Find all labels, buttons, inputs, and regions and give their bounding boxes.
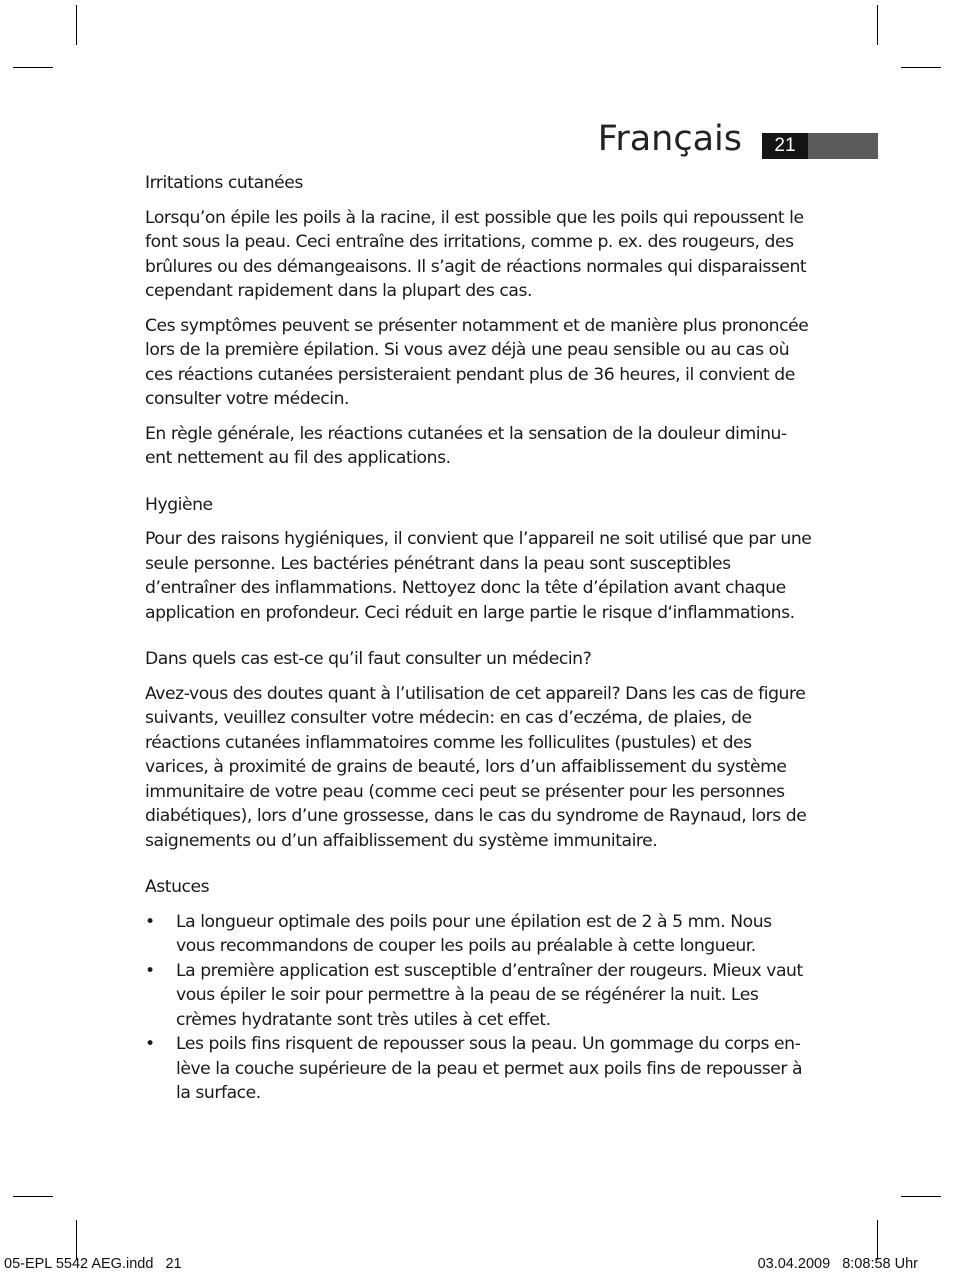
section-heading: Irritations cutanées <box>145 173 303 193</box>
list-item <box>145 959 813 1033</box>
crop-mark <box>877 5 878 45</box>
section-heading: Hygiène <box>145 494 213 515</box>
crop-mark <box>13 67 53 68</box>
bullet-icon: • <box>145 911 155 932</box>
list-item-text: La longueur optimale des poils pour une épilation est de 2 à 5 mm. Nous vous recommandons de couper les poils au préalable à cette longueur. <box>176 911 772 956</box>
page-title: Français <box>597 119 742 159</box>
main-content <box>145 171 813 1106</box>
list-item-text: La première application est susceptible d’entraîner der rougeurs. Mieux vaut vous épiler le soir pour permettre à la peau de se régénérer la nuit. Les crèmes hydratante sont très utiles à cet effet. <box>176 960 803 1030</box>
paragraph: Ces symptômes peuvent se présenter notamment et de manière plus prononcée lors de la première épilation. Si vous avez déjà une peau sensible ou au cas où ces réactions cutanées persisteraient pendant plus de 36 heures, il convient de consulter votre médecin. <box>145 315 809 409</box>
bullet-icon: • <box>145 1034 155 1054</box>
file-slug: 05-EPL 5542 AEG.indd 21 <box>4 1256 182 1272</box>
list-item <box>145 910 813 959</box>
crop-mark <box>901 1196 941 1197</box>
bullet-icon: • <box>145 960 155 981</box>
paragraph: Pour des raisons hygiéniques, il convient que l’appareil ne soit utilisé que par une seule personne. Les bactéries pénétrant dans la peau sont susceptibles d’entraîner des inflammations. Nettoyez donc la tête d’épilation avant chaque application en profondeur. Ceci réduit en large partie le risque d‘inflammations. <box>145 529 812 623</box>
crop-mark <box>13 1196 53 1197</box>
section-irritations <box>145 171 813 471</box>
crop-mark <box>877 1220 878 1260</box>
crop-mark <box>76 1220 77 1260</box>
page-number: 21 <box>762 133 808 159</box>
section-hygiene <box>145 493 813 626</box>
section-heading: Dans quels cas est-ce qu’il faut consulter un médecin? <box>145 649 592 669</box>
paragraph: Avez-vous des doutes quant à l’utilisation de cet appareil? Dans les cas de figure suivants, veuillez consulter votre médecin: en cas d’eczéma, de plaies, de réactions cutanées inflammatoires comme les folliculites (pustules) et des varices, à proximité de grains de beauté, lors d’un affaiblissement du système immunitaire de votre peau (comme ceci peut se présenter pour les personnes diabétiques), lors d’une grossesse, dans le cas du syndrome de Raynaud, lors de saignements ou d’un affaiblissement du système immunitaire. <box>145 683 807 851</box>
paragraph: Lorsqu’on épile les poils à la racine, il est possible que les poils qui repoussent le font sous la peau. Ceci entraîne des irritations, comme p. ex. des rougeurs, des brûlures ou des démangeaisons. Il s’agit de réactions normales qui disparaissent cependant rapidement dans la plupart des cas. <box>145 207 807 301</box>
list-item <box>145 1032 813 1106</box>
list-item-text: Les poils fins risquent de repousser sous la peau. Un gommage du corps en- lève la couche supérieure de la peau et permet aux poils fins de repousser à la surface. <box>176 1034 803 1103</box>
paragraph: En règle générale, les réactions cutanées et la sensation de la douleur diminu- ent nettement au fil des applications. <box>145 423 787 468</box>
section-consult-doctor <box>145 647 813 853</box>
section-heading: Astuces <box>145 877 210 897</box>
crop-mark <box>901 67 941 68</box>
tips-list <box>145 910 813 1106</box>
print-timestamp: 03.04.2009 8:08:58 Uhr <box>757 1256 918 1272</box>
page-number-bar <box>762 133 878 159</box>
crop-mark <box>76 5 77 45</box>
section-tips <box>145 875 813 1106</box>
